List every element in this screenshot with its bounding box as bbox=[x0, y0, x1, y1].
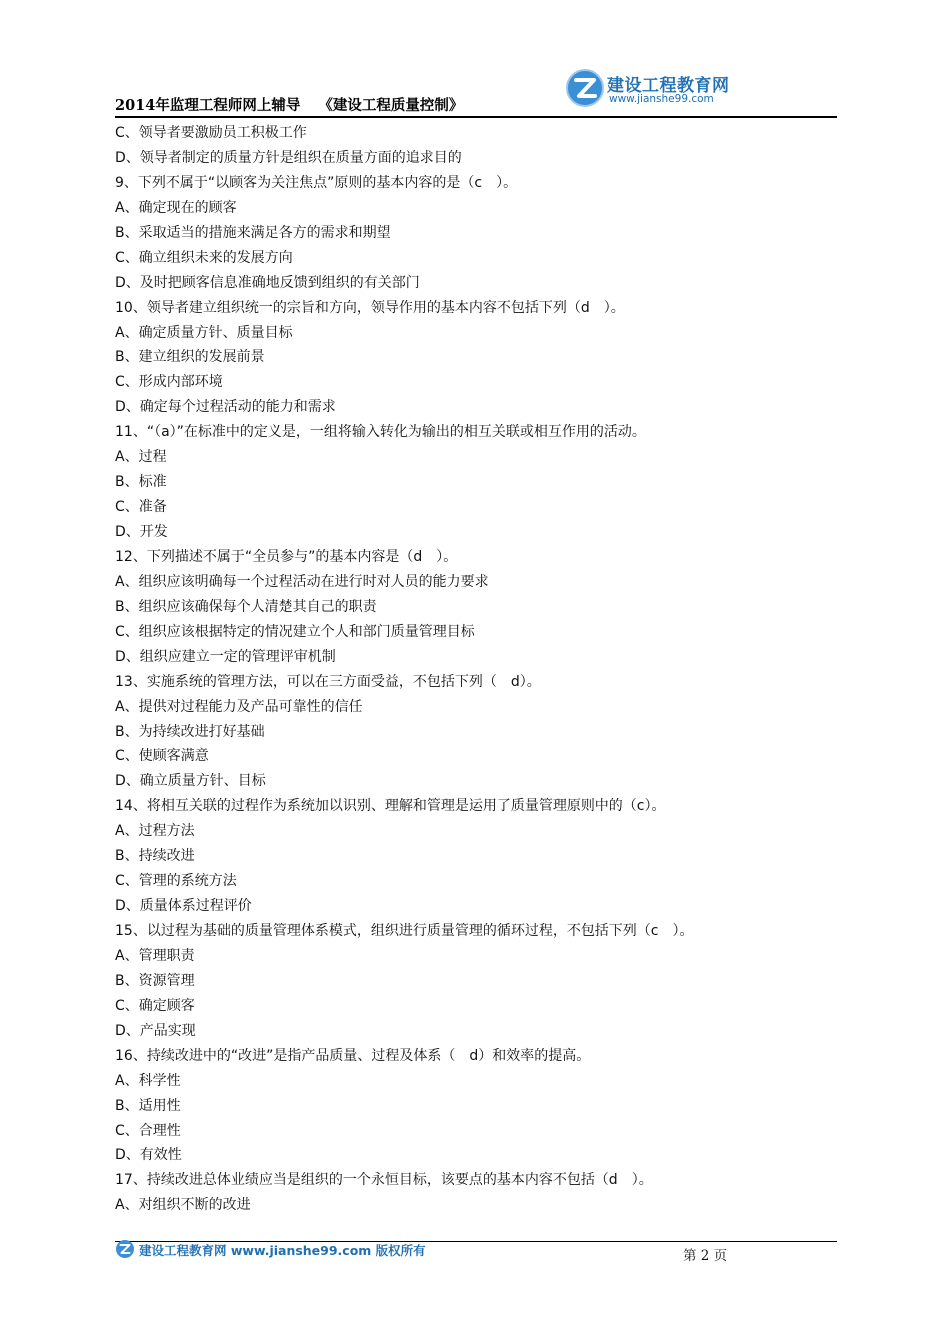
answer-option: D、开发 bbox=[115, 524, 168, 540]
question-stem: 15、以过程为基础的质量管理体系模式，组织进行质量管理的循环过程，不包括下列（c ）。 bbox=[115, 923, 694, 939]
question-stem: 14、将相互关联的过程作为系统加以识别、理解和管理是运用了质量管理原则中的（c）。 bbox=[115, 798, 666, 815]
answer-option: D、确定每个过程活动的能力和需求 bbox=[115, 399, 336, 416]
question-stem: 17、持续改进总体业绩应当是组织的一个永恒目标，该要点的基本内容不包括（d ）。 bbox=[115, 1172, 653, 1189]
logo-url: www.jianshe99.com bbox=[609, 93, 714, 105]
question-list bbox=[115, 121, 837, 1218]
answer-option: B、资源管理 bbox=[115, 972, 195, 989]
answer-option: D、产品实现 bbox=[115, 1022, 196, 1039]
answer-option: D、质量体系过程评价 bbox=[115, 898, 252, 915]
footer-logo-icon bbox=[115, 1239, 135, 1259]
answer-option: C、确立组织未来的发展方向 bbox=[115, 249, 293, 266]
answer-option: D、组织应建立一定的管理评审机制 bbox=[115, 648, 336, 665]
answer-option: C、合理性 bbox=[115, 1122, 181, 1139]
answer-option: B、建立组织的发展前景 bbox=[115, 349, 265, 366]
logo-text: 建设工程教育网 bbox=[607, 76, 730, 96]
answer-option: B、适用性 bbox=[115, 1097, 181, 1114]
logo-z-icon bbox=[565, 68, 605, 108]
question-stem: 11、“（a）”在标准中的定义是，一组将输入转化为输出的相互关联或相互作用的活动。 bbox=[115, 424, 646, 441]
page-number: 第 2 页 bbox=[683, 1248, 728, 1264]
site-logo bbox=[565, 68, 745, 112]
answer-option: C、组织应该根据特定的情况建立个人和部门质量管理目标 bbox=[115, 623, 475, 640]
answer-option: B、持续改进 bbox=[115, 848, 195, 865]
header-course-title: 2014年监理工程师网上辅导 bbox=[115, 97, 301, 114]
answer-option: C、形成内部环境 bbox=[115, 374, 223, 391]
answer-option: C、领导者要激励员工积极工作 bbox=[115, 125, 307, 141]
question-stem: 10、领导者建立组织统一的宗旨和方向，领导作用的基本内容不包括下列（d ）。 bbox=[115, 299, 625, 316]
answer-option: C、确定顾客 bbox=[115, 997, 195, 1014]
question-stem: 16、持续改进中的“改进”是指产品质量、过程及体系（ d）和效率的提高。 bbox=[115, 1047, 591, 1064]
page-footer bbox=[115, 1234, 837, 1274]
answer-option: C、使顾客满意 bbox=[115, 748, 209, 765]
footer-copyright: 建设工程教育网 www.jianshe99.com 版权所有 bbox=[139, 1243, 426, 1258]
answer-option: A、过程 bbox=[115, 449, 167, 466]
answer-option: D、领导者制定的质量方针是组织在质量方面的追求目的 bbox=[115, 149, 462, 166]
answer-option: A、对组织不断的改进 bbox=[115, 1197, 251, 1214]
header-title bbox=[115, 94, 463, 115]
answer-option: B、为持续改进打好基础 bbox=[115, 723, 265, 740]
question-stem: 13、实施系统的管理方法，可以在三方面受益，不包括下列（ d）。 bbox=[115, 673, 541, 690]
question-stem: 9、下列不属于“以顾客为关注焦点”原则的基本内容的是（c ）。 bbox=[115, 174, 518, 191]
answer-option: B、采取适当的措施来满足各方的需求和期望 bbox=[115, 224, 391, 241]
answer-option: C、管理的系统方法 bbox=[115, 873, 237, 890]
answer-option: A、管理职责 bbox=[115, 947, 195, 964]
answer-option: A、确定现在的顾客 bbox=[115, 199, 237, 216]
answer-option: C、准备 bbox=[115, 499, 167, 516]
page-header bbox=[115, 64, 837, 118]
answer-option: A、确定质量方针、质量目标 bbox=[115, 324, 293, 341]
question-stem: 12、下列描述不属于“全员参与”的基本内容是（d ）。 bbox=[115, 548, 458, 565]
answer-option: A、科学性 bbox=[115, 1072, 181, 1089]
answer-option: B、标准 bbox=[115, 474, 167, 491]
answer-option: D、及时把顾客信息准确地反馈到组织的有关部门 bbox=[115, 274, 420, 291]
answer-option: D、确立质量方针、目标 bbox=[115, 773, 266, 790]
answer-option: A、提供对过程能力及产品可靠性的信任 bbox=[115, 698, 363, 715]
answer-option: A、组织应该明确每一个过程活动在进行时对人员的能力要求 bbox=[115, 573, 489, 590]
answer-option: A、过程方法 bbox=[115, 823, 195, 840]
answer-option: D、有效性 bbox=[115, 1147, 182, 1164]
header-rule bbox=[115, 116, 837, 118]
header-book-title: 《建设工程质量控制》 bbox=[318, 97, 464, 114]
answer-option: B、组织应该确保每个人清楚其自己的职责 bbox=[115, 598, 377, 615]
